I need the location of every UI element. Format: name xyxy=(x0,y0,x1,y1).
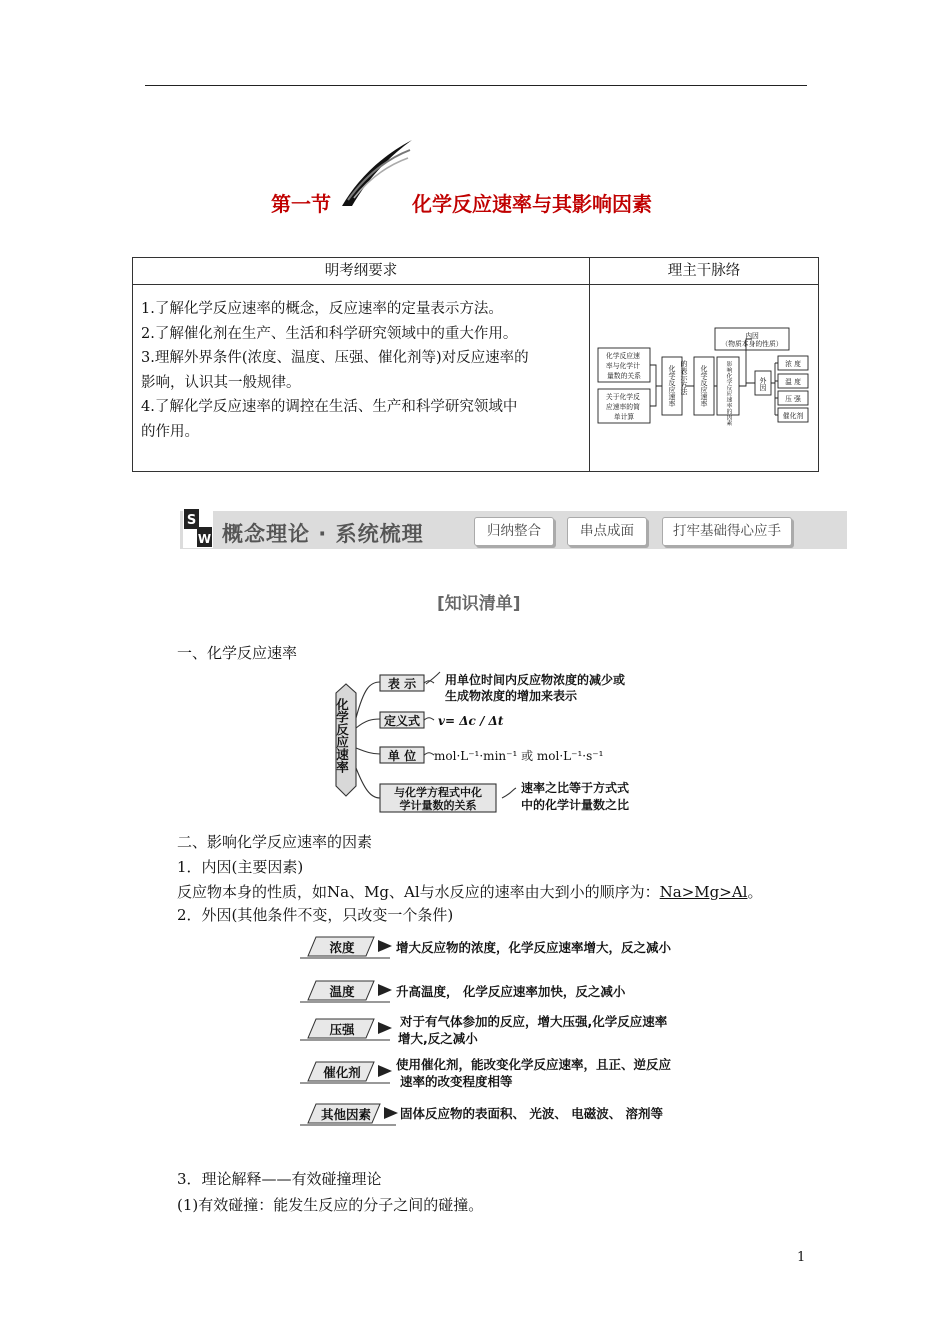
outer-cause-heading: 2．外因(其他条件不变，只改变一个条件) xyxy=(177,906,454,924)
requirements-list xyxy=(133,285,590,472)
rate-text-unit: mol·L⁻¹·min⁻¹ 或 mol·L⁻¹·s⁻¹ xyxy=(434,749,604,763)
requirement-item: 影响，认识其一般规律。 xyxy=(141,374,301,391)
factor-label-catalyst: 催化剂 xyxy=(323,1065,361,1080)
rate-center-label: 化学反应速率 xyxy=(334,698,350,773)
rate-label-relation-2: 学计量数的关系 xyxy=(399,799,477,812)
map-col-factors: 影响化学反应速率的因素 xyxy=(725,361,731,426)
rate-text-represent-1: 用单位时间内反应物浓度的减少或 xyxy=(445,673,626,687)
section-number: 第一节 xyxy=(271,192,331,216)
concept-map xyxy=(590,285,818,435)
map-factor: 浓 度 xyxy=(785,360,801,368)
table-header-framework: 理主干脉络 xyxy=(590,258,819,285)
map-factor: 温 度 xyxy=(785,378,801,386)
factor-label-pressure: 压强 xyxy=(329,1022,355,1037)
requirement-item: 2.了解催化剂在生产、生活和科学研究领域中的重大作用。 xyxy=(141,325,518,342)
requirement-item: 的作用。 xyxy=(141,423,199,440)
sw-logo xyxy=(183,508,213,548)
map-col-rate-2: 化学反应速率 xyxy=(700,365,708,407)
knowledge-heading: [知识清单] xyxy=(437,594,521,614)
map-col-method: 的表示方法 xyxy=(680,360,688,395)
rate-diagram xyxy=(330,668,670,818)
factor-text-concentration: 增大反应物的浓度，化学反应速率增大，反之减小 xyxy=(396,940,672,955)
rate-text-relation-1: 速率之比等于方式式 xyxy=(521,781,630,795)
inner-cause-answer: Na>Mg>Al xyxy=(659,883,748,901)
requirement-item: 1.了解化学反应速率的概念，反应速率的定量表示方法。 xyxy=(141,301,503,317)
map-factor: 催化剂 xyxy=(782,412,804,420)
rate-text-formula: v= Δc / Δt xyxy=(438,714,504,728)
pill-summarize: 归纳整合 xyxy=(474,517,554,546)
requirement-item: 4.了解化学反应速率的调控在生活、生产和科学研究领域中 xyxy=(141,399,518,416)
rate-text-relation-2: 中的化学计量数之比 xyxy=(521,798,630,812)
section3-heading: 3．理论解释——有效碰撞理论 xyxy=(177,1170,382,1188)
rate-label-relation-1: 与化学方程式中化 xyxy=(394,786,482,799)
factor-text-catalyst-1: 使用催化剂，能改变化学反应速率，且正、逆反应 xyxy=(396,1057,672,1072)
requirement-item: 3.理解外界条件(浓度、温度、压强、催化剂等)对反应速率的 xyxy=(141,350,529,367)
rate-label-represent: 表 示 xyxy=(387,677,417,691)
inner-cause-heading: 1．内因(主要因素) xyxy=(177,858,304,876)
concept-map-cell xyxy=(590,285,819,472)
map-col-rate: 化学反应速率 xyxy=(668,365,676,407)
map-box-relation: 化学反应速 率与化学计 量数的关系 xyxy=(605,352,641,380)
factor-label-temperature: 温度 xyxy=(329,984,355,999)
map-inner-cause-note: （物质本身的性质） xyxy=(721,340,783,348)
map-box-calculation: 关于化学反 应速率的简 单计算 xyxy=(605,393,640,421)
rate-text-represent-2: 生成物浓度的增加来表示 xyxy=(445,689,578,703)
section3-item1: (1)有效碰撞：能发生反应的分子之间的碰撞。 xyxy=(177,1196,484,1214)
swoosh-decoration xyxy=(338,136,414,208)
page-title: 化学反应速率与其影响因素 xyxy=(412,192,652,216)
map-factor: 压 强 xyxy=(785,395,801,403)
rate-label-formula: 定义式 xyxy=(383,714,421,728)
map-inner-cause: 内因 xyxy=(745,332,759,340)
factor-diagram xyxy=(300,934,690,1130)
pill-foundation: 打牢基础得心应手 xyxy=(662,517,792,546)
header-rule xyxy=(145,85,807,86)
table-header-requirements: 明考纲要求 xyxy=(133,258,590,285)
factor-text-pressure-2: 增大,反之减小 xyxy=(398,1031,478,1046)
section1-heading: 一、化学反应速率 xyxy=(177,644,298,662)
map-outer-cause: 外因 xyxy=(759,377,767,391)
rate-label-unit: 单 位 xyxy=(387,749,417,763)
inner-cause-text: 反应物本身的性质，如Na、Mg、Al与水反应的速率由大到小的顺序为：Na>Mg>Al。 xyxy=(177,883,763,901)
section2-heading: 二、影响化学反应速率的因素 xyxy=(177,833,373,851)
factor-label-other: 其他因素 xyxy=(320,1107,372,1122)
svg-text:W: W xyxy=(197,532,212,546)
svg-text:S: S xyxy=(186,513,197,528)
factor-label-concentration: 浓度 xyxy=(329,940,355,955)
factor-text-other: 固体反应物的表面积、 光波、 电磁波、 溶剂等 xyxy=(400,1106,664,1121)
banner-title: 概念理论 · 系统梳理 xyxy=(222,522,424,546)
factor-text-catalyst-2: 速率的改变程度相等 xyxy=(400,1074,513,1089)
factor-text-pressure-1: 对于有气体参加的反应，增大压强,化学反应速率 xyxy=(400,1014,668,1029)
factor-text-temperature: 升高温度， 化学反应速率加快，反之减小 xyxy=(396,984,626,999)
requirements-table xyxy=(132,257,819,472)
pill-connect: 串点成面 xyxy=(567,517,647,546)
page-number: 1 xyxy=(797,1250,806,1265)
